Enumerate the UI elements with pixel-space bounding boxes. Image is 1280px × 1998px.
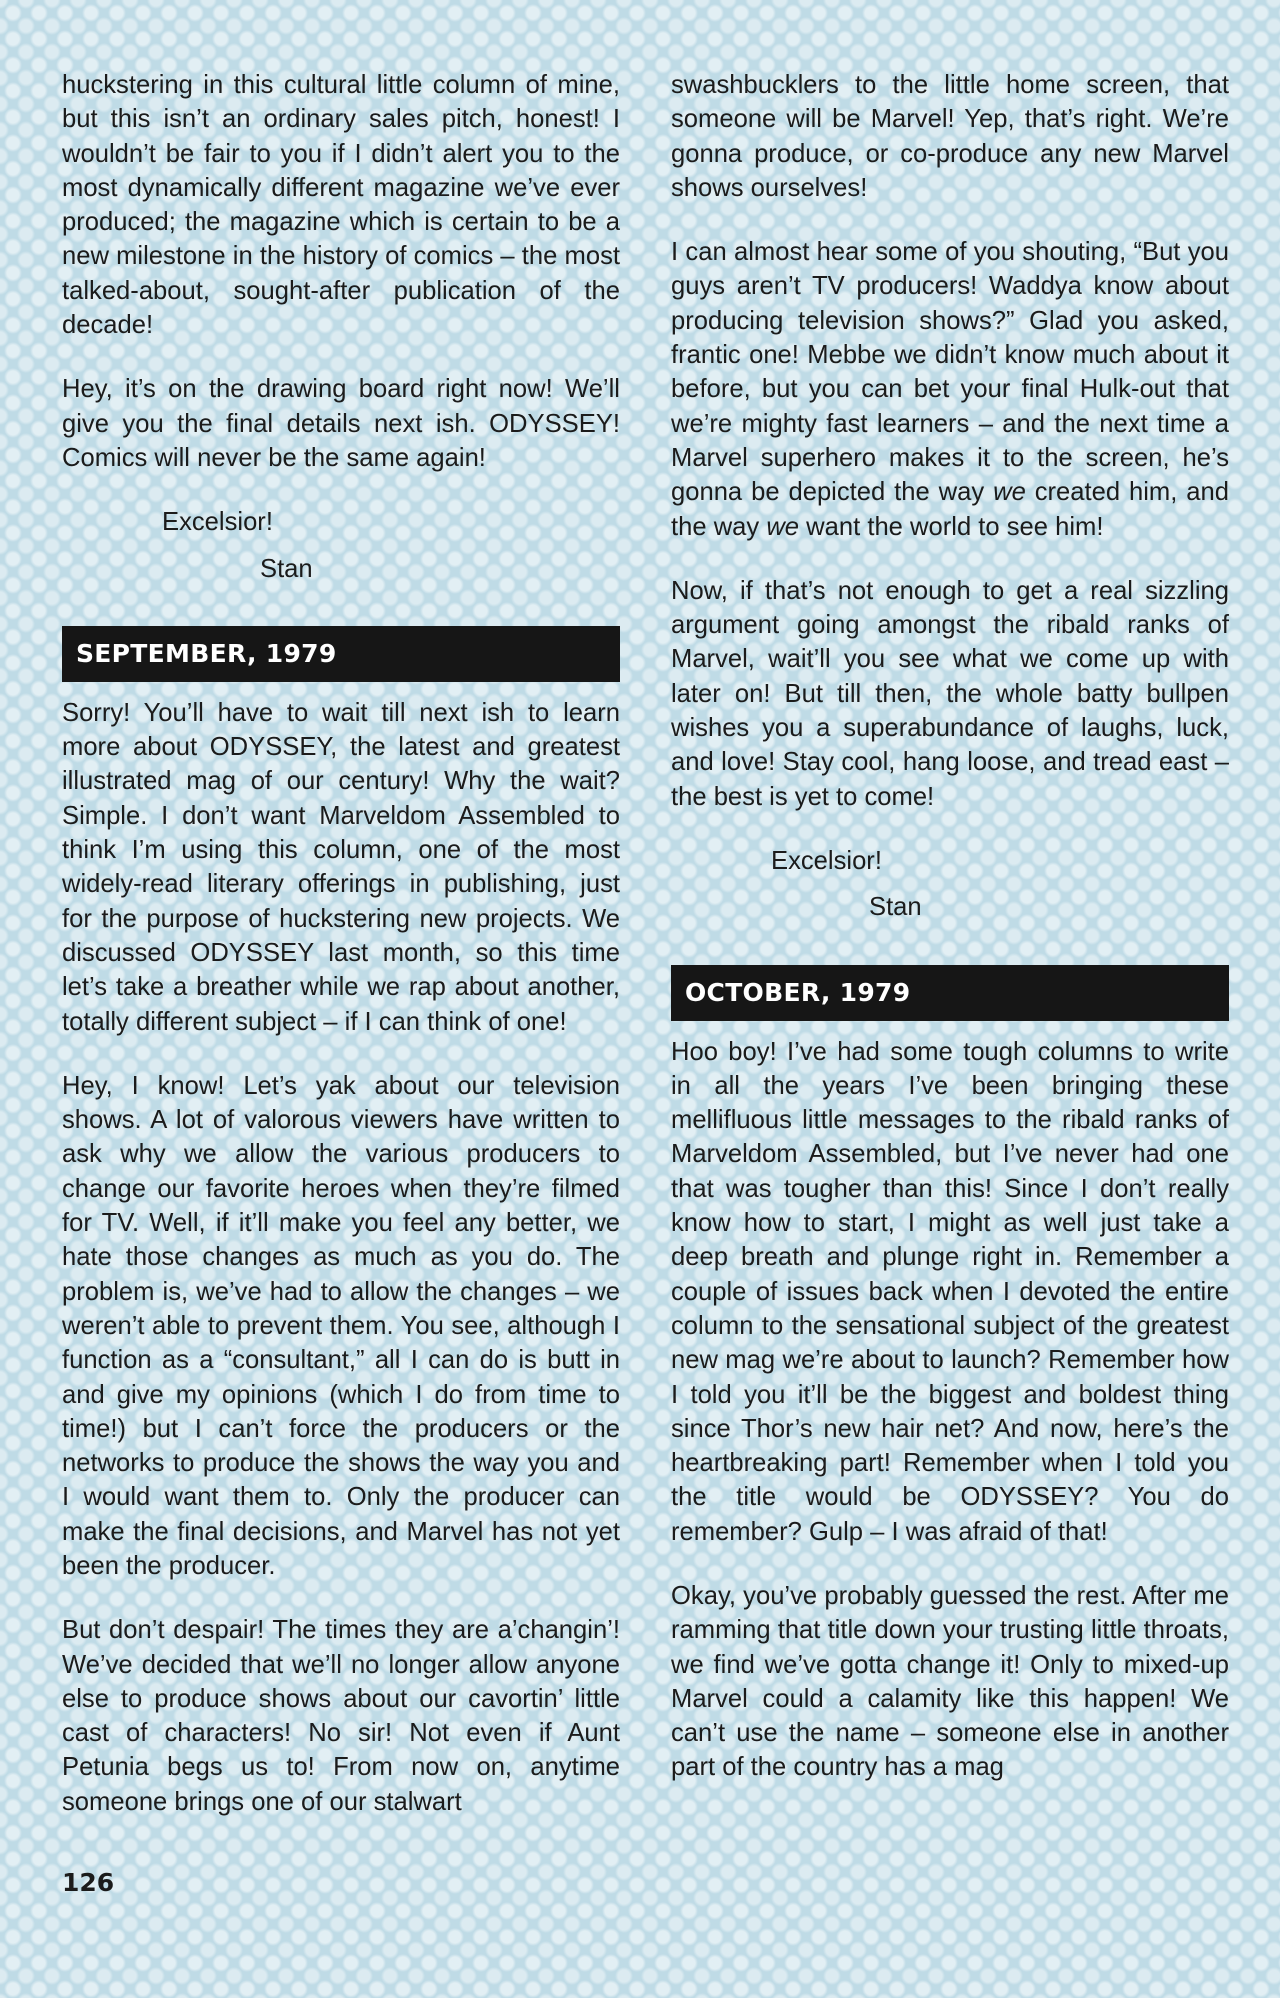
paragraph: Sorry! You’ll have to wait till next ish to learn more about ODYSSEY, the latest and greatest illustrated mag of our century! Why the wait? Simple. I don’t want Marveldom Assembled to think I’m using this column, one of the most widely-read literary offerings in publishing, just for the purpose of huckstering new projects. We discussed ODYSSEY last month, so this time let’s take a breather while we rap about another, totally different subject – if I can think of one! [62,698,620,1036]
paragraph: Hey, I know! Let’s yak about our television shows. A lot of valorous viewers have written to ask why we allow the various producers to change our favorite heroes when they’re filmed for TV. Well, if it’ll make you feel any better, we hate those changes as much as you do. The problem is, we’ve had to allow the changes – we weren’t able to prevent them. You see, although I function as a “consultant,” all I can do is butt in and give my opinions (which I do from time to time!) but I can’t force the producers or the networks to produce the shows the way you and I would want them to. Only the producer can make the final decisions, and Marvel has not yet been the producer. [62,1071,620,1580]
paragraph: huckstering in this cultural little column of mine, but this isn’t an ordinary sales pitch, honest! I wouldn’t be fair to you if I didn’t alert you to the most dynamically different magazine we’ve ever produced; the magazine which is certain to be a new milestone in the history of comics – the most talked-about, sought-after publication of the decade! [62,71,620,340]
emphasis-text: we [766,512,800,541]
paragraph: Hoo boy! I’ve had some tough columns to write in all the years I’ve been bringing these mellifluous little messages to the ribald ranks of Marveldom Assembled, but I’ve never had one that was tougher than this! Since I don’t really know how to start, I might as well just take a deep breath and plunge right in. Remember a couple of issues back when I devoted the entire column to the sensational subject of the greatest new mag we’re about to launch? Remember how I told you it’ll be the biggest and boldest thing since Thor’s new hair net? And now, here’s the heartbreaking part! Remember when I told you the title would be ODYSSEY? You do remember? Gulp – I was afraid of that! [671,1037,1229,1546]
signature: Stan [260,554,313,583]
section-heading-september: SEPTEMBER, 1979 [62,626,620,682]
paragraph: But don’t despair! The times they are a’changin’! We’ve decided that we’ll no longer allow anyone else to produce shows about our cavortin’ little cast of characters! No sir! Not even if Aunt Petunia begs us to! From now on, anytime someone brings one of our stalwart [62,1616,620,1816]
signoff: Excelsior! [771,846,882,875]
text-run: created him, and the way [671,478,1229,541]
paragraph: Hey, it’s on the drawing board right now! We’ll give you the final details next ish. ODYSSEY! Comics will never be the same again! [62,375,620,472]
paragraph [671,235,1229,544]
section-heading-october: OCTOBER, 1979 [671,965,1229,1021]
paragraph: Okay, you’ve probably guessed the rest. After me ramming that title down your trusting little throats, we find we’ve gotta change it! Only to mixed-up Marvel could a calamity like this happen! We can’t use the name – someone else in another part of the country has a mag [671,1581,1229,1782]
text-run: want the world to see him! [799,512,1104,541]
page-number: 126 [62,1868,115,1897]
emphasis-text: we [993,478,1026,507]
right-column [671,68,1229,1815]
paragraph: Now, if that’s not enough to get a real sizzling argument going amongst the ribald ranks of Marvel, wait’ll you see what we come up with later on! But till then, the whole batty bullpen wishes you a superabundance of laughs, luck, and love! Stay cool, hang loose, and tread east – the best is yet to come! [671,576,1229,811]
text-run: I can almost hear some of you shouting, “But you guys aren’t TV producers! Waddya know about producing television shows?” Glad you asked, frantic one! Mebbe we didn’t know much about it before, but you can bet your final Hulk-out that we’re mighty fast learners – and the next time a Marvel superhero makes it to the screen, he’s gonna be depicted the way [671,238,1229,507]
signoff: Excelsior! [162,508,273,537]
signature: Stan [869,893,922,922]
paragraph: swashbucklers to the little home screen, that someone will be Marvel! Yep, that’s right. We’re gonna produce, or co-produce any new Marvel shows ourselves! [671,71,1229,202]
left-column [62,68,620,1849]
